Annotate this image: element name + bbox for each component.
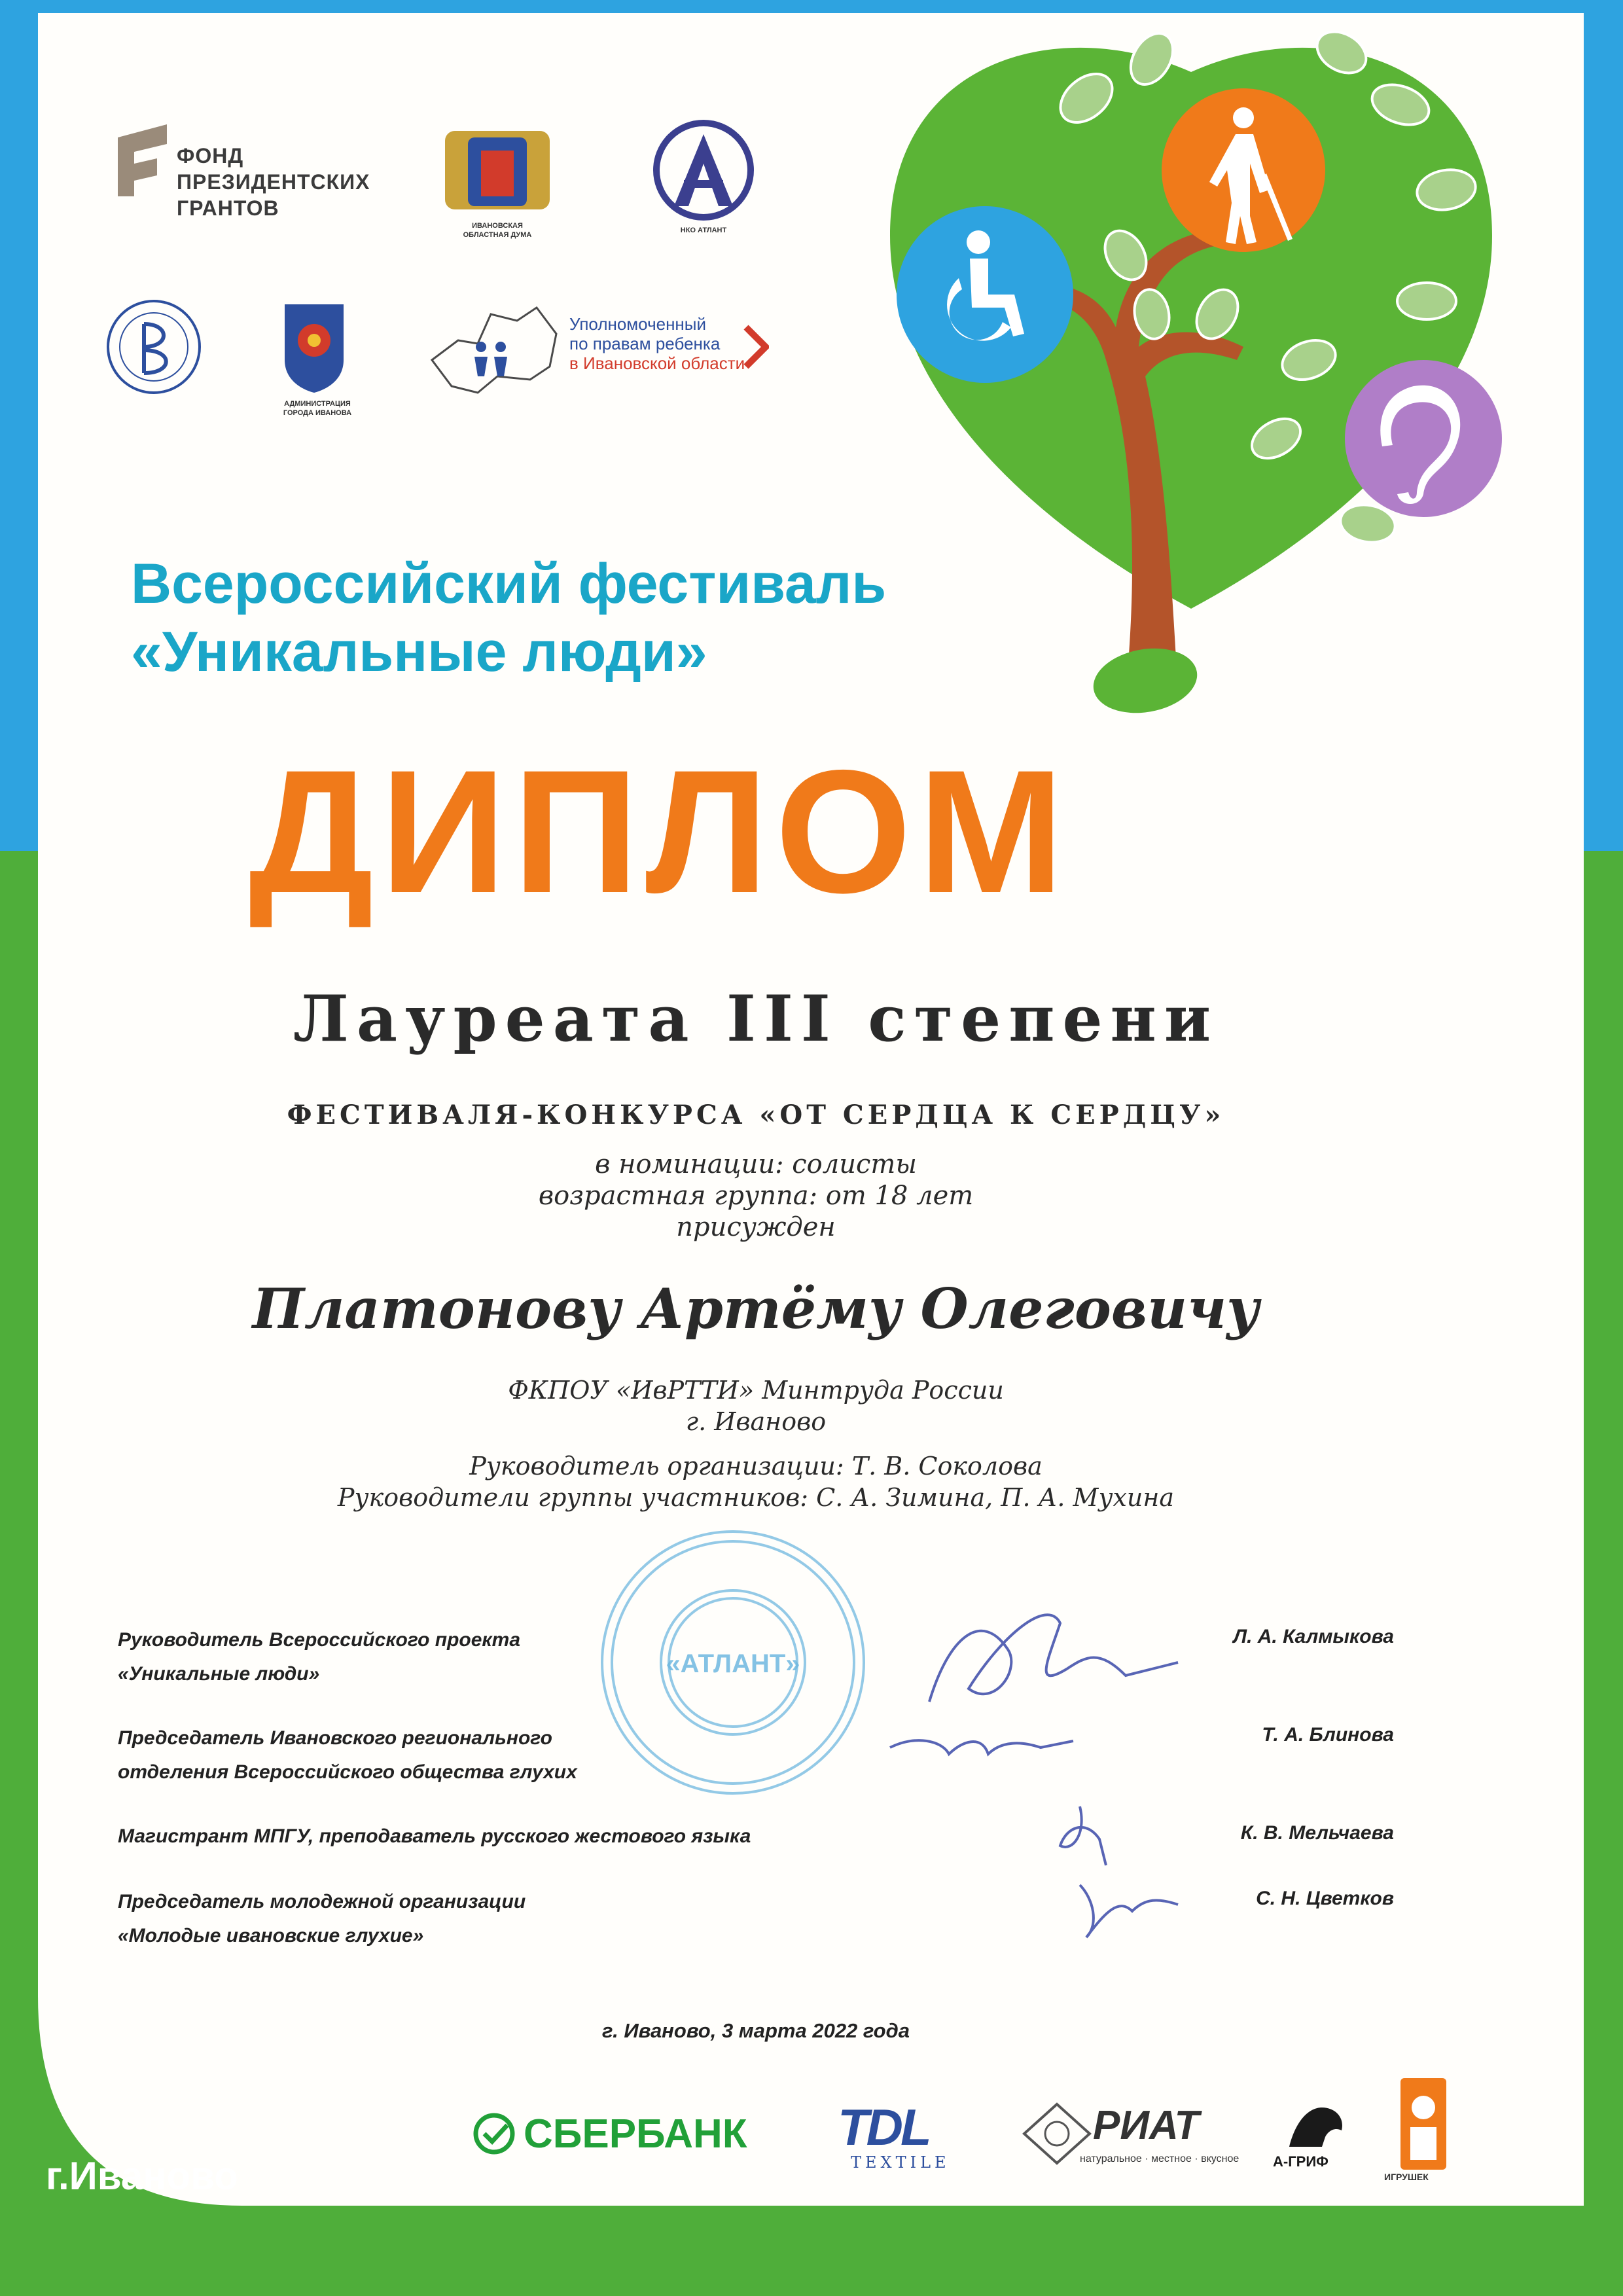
diploma-heading: ДИПЛОМ bbox=[249, 733, 1071, 929]
chevron-right-icon bbox=[743, 324, 769, 370]
sber-check-icon bbox=[471, 2111, 517, 2157]
signature-role-4: Председатель молодежной организации «Молодые ивановские глухие» bbox=[118, 1891, 526, 1946]
signature-name-3: К. В. Мельчаева bbox=[1240, 1822, 1394, 1844]
riat-logo-subtitle: натуральное · местное · вкусное bbox=[1080, 2153, 1240, 2164]
organization-block: ФКПОУ «ИвРТТИ» Минтруда России г. Иваново Руководитель организации: Т. В. Соколова Руководители группы участников: С. А. Зимина, П. А. Мухина bbox=[337, 1376, 1175, 1512]
riat-logo-text: РИАТ bbox=[1093, 2103, 1200, 2148]
ombudsman-logo-text: Уполномоченный по правам ребенка в Ивановской области bbox=[569, 314, 745, 373]
festival-title: Всероссийский фестиваль «Уникальные люди» bbox=[131, 552, 887, 683]
nomination-block: в номинации: солисты возрастная группа: от 18 лет присужден bbox=[538, 1149, 974, 1242]
agrif-griffin-icon bbox=[1283, 2101, 1348, 2153]
signature-role-1: Руководитель Всероссийского проекта «Уникальные люди» bbox=[118, 1629, 520, 1685]
stamp-center-text: «АТЛАНТ» bbox=[666, 1649, 800, 1678]
sber-logo-text: СБЕРБАНК bbox=[524, 2111, 747, 2157]
contest-name: ФЕСТИВАЛЯ-КОНКУРСА «ОТ СЕРДЦА К СЕРДЦУ» bbox=[287, 1100, 1225, 1130]
toys-union-logo-text: ИГРУШЕК bbox=[1384, 2172, 1429, 2182]
signature-role-3: Магистрант МПГУ, преподаватель русского жестового языка bbox=[118, 1825, 751, 1847]
agrif-logo-text: А-ГРИФ bbox=[1273, 2153, 1329, 2170]
laureate-degree: Лауреата III степени bbox=[293, 982, 1219, 1056]
signature-role-2: Председатель Ивановского регионального отделения Всероссийского общества глухих bbox=[118, 1727, 577, 1783]
fpg-logo-icon bbox=[105, 124, 170, 196]
atlant-logo-icon bbox=[648, 118, 759, 223]
bottom-city-label: г.Иваново bbox=[46, 2154, 238, 2198]
signature-name-1: Л. А. Калмыкова bbox=[1233, 1626, 1394, 1647]
culture-center-logo-icon bbox=[98, 295, 209, 399]
toys-union-logo-icon bbox=[1394, 2062, 1453, 2173]
recipient-name: Платонову Артёму Олеговичу bbox=[252, 1276, 1260, 1341]
issue-date: г. Иваново, 3 марта 2022 года bbox=[601, 2019, 910, 2042]
duma-emblem-icon bbox=[432, 118, 563, 216]
duma-caption: ИВАНОВСКАЯ ОБЛАСТНАЯ ДУМА bbox=[463, 222, 532, 239]
region-map-icon bbox=[419, 295, 576, 406]
ivanovo-city-coat-icon bbox=[275, 298, 353, 396]
fpg-logo-text: ФОНД ПРЕЗИДЕНТСКИХ ГРАНТОВ bbox=[177, 144, 370, 220]
signature-name-2: Т. А. Блинова bbox=[1262, 1724, 1394, 1746]
tdl-logo-subtitle: TEXTILE bbox=[851, 2153, 950, 2172]
signature-name-4: С. Н. Цветков bbox=[1256, 1888, 1394, 1909]
tdl-logo-text: TDL bbox=[838, 2098, 929, 2156]
admin-caption: АДМИНИСТРАЦИЯ ГОРОДА ИВАНОВА bbox=[283, 400, 352, 417]
atlant-stamp bbox=[589, 1518, 877, 1806]
atlant-caption: НКО АТЛАНТ bbox=[680, 226, 727, 234]
